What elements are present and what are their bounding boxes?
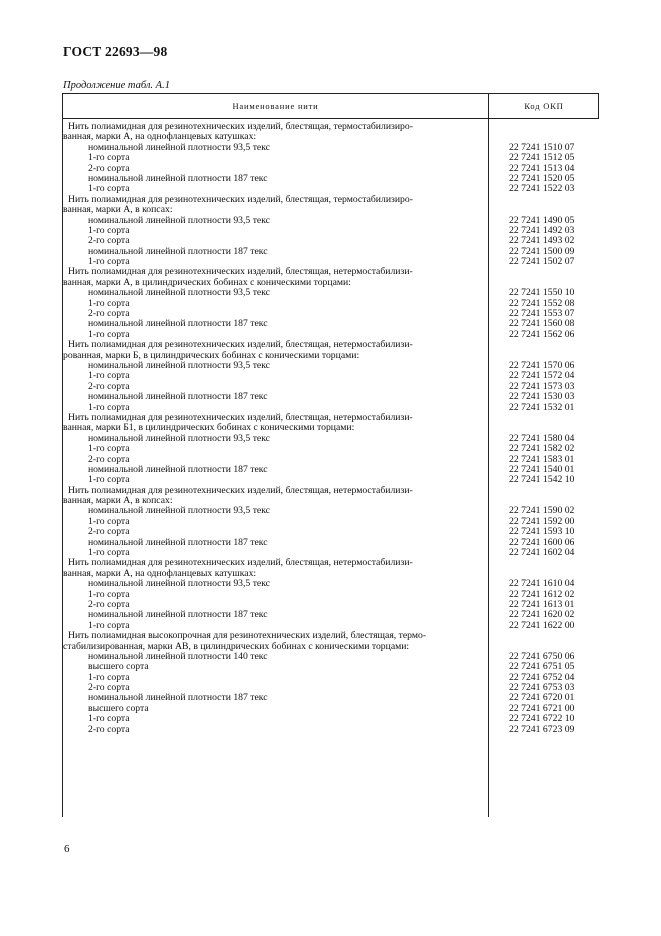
thread-name-cell: 1-го сорта — [88, 224, 130, 236]
okp-code-cell: 22 7241 1500 09 — [509, 245, 575, 257]
okp-code-cell: 22 7241 1502 07 — [509, 256, 575, 268]
thread-name-cell: номинальной линейной плотности 187 текс — [88, 609, 268, 621]
thread-name-cell: номинальной линейной плотности 140 текс — [88, 650, 268, 662]
thread-name-cell: 2-го сорта — [88, 308, 130, 320]
okp-code-cell: 22 7241 1612 02 — [509, 588, 575, 600]
document-title: ГОСТ 22693—98 — [63, 44, 168, 59]
thread-name-cell: стабилизированная, марки АВ, в цилиндрических бобинах с коническими торцами: — [63, 640, 410, 652]
okp-code-cell: 22 7241 1513 04 — [509, 162, 575, 174]
thread-name-cell: номинальной линейной плотности 187 текс — [88, 318, 268, 330]
okp-code-cell: 22 7241 1562 06 — [509, 328, 575, 340]
okp-code-cell: 22 7241 1582 02 — [509, 443, 575, 455]
thread-name-cell: ванная, марки А, в копсах: — [63, 495, 173, 507]
okp-code-cell: 22 7241 1613 01 — [509, 598, 575, 610]
okp-code-cell: 22 7241 1522 03 — [509, 183, 575, 195]
okp-code-cell: 22 7241 1520 05 — [509, 172, 575, 184]
thread-name-cell: номинальной линейной плотности 187 текс — [88, 172, 268, 184]
thread-name-cell: 2-го сорта — [88, 598, 130, 610]
okp-code-cell: 22 7241 6721 00 — [509, 702, 575, 714]
thread-name-cell: номинальной линейной плотности 93,5 текс — [88, 214, 270, 226]
thread-name-cell: Нить полиамидная высокопрочная для резинотехнических изделий, блестящая, термо- — [68, 630, 427, 642]
thread-name-cell: ванная, марки А, в цилиндрических бобинах с коническими торцами: — [63, 276, 351, 288]
thread-name-cell: 1-го сорта — [88, 152, 130, 164]
okp-code-cell: 22 7241 6752 04 — [509, 671, 575, 683]
okp-code-cell: 22 7241 1600 06 — [509, 536, 575, 548]
thread-name-cell: Нить полиамидная для резинотехнических изделий, блестящая, термостабилизиро- — [68, 121, 413, 132]
thread-name-cell: Нить полиамидная для резинотехнических изделий, блестящая, термостабилизиро- — [68, 193, 413, 205]
okp-code-cell: 22 7241 1550 10 — [509, 287, 575, 299]
thread-name-cell: 1-го сорта — [88, 297, 130, 309]
thread-name-cell: ванная, марки А, в копсах: — [63, 204, 173, 216]
thread-name-cell: Нить полиамидная для резинотехнических изделий, блестящая, нетермостабилизи- — [68, 339, 413, 351]
thread-name-cell: ванная, марки А, на однофланцевых катушках: — [63, 131, 257, 143]
thread-name-cell: 2-го сорта — [88, 235, 130, 247]
table-row — [63, 392, 599, 402]
okp-code-cell: 22 7241 6723 09 — [509, 723, 575, 735]
thread-name-cell: 2-го сорта — [88, 380, 130, 392]
okp-code-cell: 22 7241 1573 03 — [509, 380, 575, 392]
thread-name-cell: номинальной линейной плотности 93,5 текс — [88, 141, 270, 153]
table-row — [63, 153, 599, 163]
thread-name-cell: 2-го сорта — [88, 453, 130, 465]
okp-code-cell: 22 7241 1542 10 — [509, 474, 575, 486]
header-divider — [63, 118, 599, 119]
thread-name-cell: номинальной линейной плотности 93,5 текс — [88, 287, 270, 299]
okp-code-cell: 22 7241 1512 05 — [509, 152, 575, 164]
okp-code-cell: 22 7241 1592 00 — [509, 515, 575, 527]
okp-code-cell: 22 7241 1530 03 — [509, 391, 575, 403]
okp-code-cell: 22 7241 6751 05 — [509, 661, 575, 673]
okp-code-cell: 22 7241 6722 10 — [509, 713, 575, 725]
okp-code-cell: 22 7241 1590 02 — [509, 505, 575, 517]
thread-name-cell: 2-го сорта — [88, 162, 130, 174]
thread-name-cell: номинальной линейной плотности 187 текс — [88, 463, 268, 475]
thread-name-cell: 1-го сорта — [88, 370, 130, 382]
okp-code-cell: 22 7241 1553 07 — [509, 308, 575, 320]
thread-name-cell: Нить полиамидная для резинотехнических изделий, блестящая, нетермостабилизи- — [68, 557, 413, 569]
table-row-group-title — [63, 205, 599, 215]
thread-name-cell: номинальной линейной плотности 93,5 текс — [88, 432, 270, 444]
okp-code-cell: 22 7241 1532 01 — [509, 401, 575, 413]
column-header-code: Код ОКП — [524, 101, 564, 111]
thread-name-cell: 1-го сорта — [88, 256, 130, 268]
okp-code-cell: 22 7241 1620 02 — [509, 609, 575, 621]
okp-code-cell: 22 7241 1622 00 — [509, 619, 575, 631]
okp-code-cell: 22 7241 1610 04 — [509, 578, 575, 590]
okp-code-cell: 22 7241 1540 01 — [509, 463, 575, 475]
table-row-group-title — [63, 631, 599, 641]
table-row — [63, 444, 599, 454]
thread-name-cell: ванная, марки А, на однофланцевых катушках: — [63, 567, 257, 579]
thread-name-cell: рованная, марки Б, в цилиндрических бобинах с коническими торцами: — [63, 349, 360, 361]
okp-code-cell: 22 7241 6720 01 — [509, 692, 575, 704]
thread-name-cell: 1-го сорта — [88, 619, 130, 631]
okp-code-cell: 22 7241 1510 07 — [509, 141, 575, 153]
thread-name-cell: 1-го сорта — [88, 515, 130, 527]
okp-code-cell: 22 7241 6750 06 — [509, 650, 575, 662]
table-body — [63, 122, 599, 735]
okp-code-cell: 22 7241 1572 04 — [509, 370, 575, 382]
okp-code-cell: 22 7241 6753 03 — [509, 682, 575, 694]
thread-name-cell: номинальной линейной плотности 187 текс — [88, 692, 268, 704]
okp-code-cell: 22 7241 1490 05 — [509, 214, 575, 226]
thread-name-cell: номинальной линейной плотности 93,5 текс — [88, 578, 270, 590]
thread-name-cell: номинальной линейной плотности 187 текс — [88, 391, 268, 403]
thread-name-cell: 1-го сорта — [88, 328, 130, 340]
thread-name-cell: 1-го сорта — [88, 713, 130, 725]
thread-name-cell: Нить полиамидная для резинотехнических изделий, блестящая, нетермостабилизи- — [68, 266, 413, 278]
thread-name-cell: номинальной линейной плотности 187 текс — [88, 245, 268, 257]
thread-name-cell: 1-го сорта — [88, 588, 130, 600]
thread-name-cell: 1-го сорта — [88, 401, 130, 413]
thread-name-cell: номинальной линейной плотности 93,5 текс — [88, 505, 270, 517]
thread-name-cell: номинальной линейной плотности 93,5 текс — [88, 359, 270, 371]
table-caption: Продолжение табл. А.1 — [63, 80, 170, 91]
thread-name-cell: ванная, марки Б1, в цилиндрических бобинах с коническими торцами: — [63, 422, 355, 434]
thread-name-cell: 2-го сорта — [88, 526, 130, 538]
table-row — [63, 725, 599, 735]
page-number: 6 — [64, 843, 70, 855]
okp-code-cell: 22 7241 1493 02 — [509, 235, 575, 247]
okp-code-table — [62, 93, 599, 817]
thread-name-cell: 2-го сорта — [88, 723, 130, 735]
okp-code-cell: 22 7241 1552 08 — [509, 297, 575, 309]
okp-code-cell: 22 7241 1602 04 — [509, 547, 575, 559]
column-header-name: Наименование нити — [232, 101, 319, 111]
thread-name-cell: 1-го сорта — [88, 183, 130, 195]
okp-code-cell: 22 7241 1580 04 — [509, 432, 575, 444]
thread-name-cell: высшего сорта — [88, 661, 149, 673]
okp-code-cell: 22 7241 1560 08 — [509, 318, 575, 330]
okp-code-cell: 22 7241 1492 03 — [509, 224, 575, 236]
thread-name-cell: 1-го сорта — [88, 671, 130, 683]
thread-name-cell: Нить полиамидная для резинотехнических изделий, блестящая, нетермостабилизи- — [68, 484, 413, 496]
thread-name-cell: Нить полиамидная для резинотехнических изделий, блестящая, нетермостабилизи- — [68, 411, 413, 423]
okp-code-cell: 22 7241 1593 10 — [509, 526, 575, 538]
thread-name-cell: 1-го сорта — [88, 474, 130, 486]
thread-name-cell: 1-го сорта — [88, 547, 130, 559]
thread-name-cell: номинальной линейной плотности 187 текс — [88, 536, 268, 548]
okp-code-cell: 22 7241 1570 06 — [509, 359, 575, 371]
thread-name-cell: 2-го сорта — [88, 682, 130, 694]
thread-name-cell: 1-го сорта — [88, 443, 130, 455]
okp-code-cell: 22 7241 1583 01 — [509, 453, 575, 465]
thread-name-cell: высшего сорта — [88, 702, 149, 714]
